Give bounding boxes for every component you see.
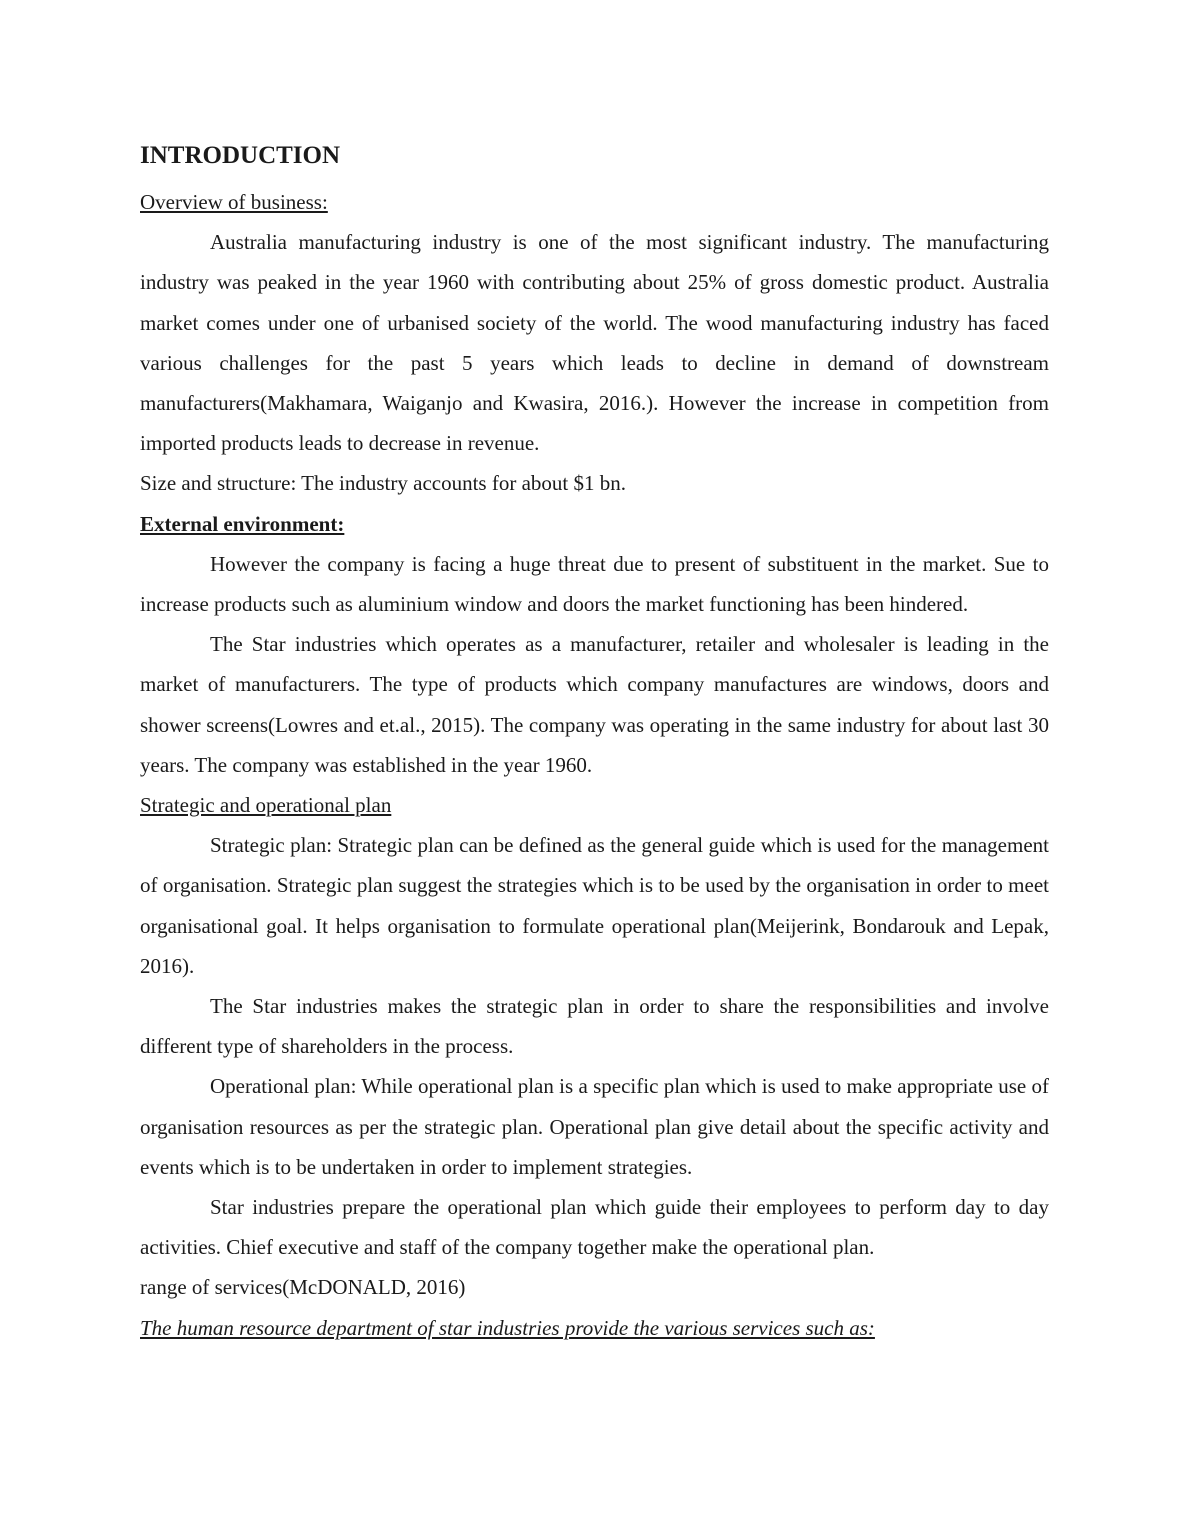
hr-services-text: The human resource department of star industries provide the various services such as:: [140, 1315, 875, 1340]
size-structure-line: Size and structure: The industry accounts for about $1 bn.: [140, 471, 626, 496]
external-paragraph-1: However the company is facing a huge threat due to present of substituent in the market. Sue to increase products such as aluminium window and doors the market functioning has been hindered.: [140, 551, 1049, 617]
overview-heading: [140, 182, 1049, 222]
external-heading: [140, 504, 1049, 544]
external-heading-text: External environment:: [140, 511, 345, 536]
strategic-paragraph-1: Strategic plan: Strategic plan can be defined as the general guide which is used for the management of organisation. Strategic plan suggest the strategies which is to be used by the organisation in order to meet organisational goal. It helps organisation to formulate operational plan(Meijerink, Bondarouk and Lepak, 2016).: [140, 833, 1049, 978]
overview-heading-text: Overview of business:: [140, 190, 328, 214]
hr-services-line: [140, 1308, 1049, 1348]
operational-paragraph-1: Operational plan: While operational plan is a specific plan which is used to make appropriate use of organisation resources as per the strategic plan. Operational plan give detail about the specific activity and events which is to be undertaken in order to implement strategies.: [140, 1074, 1049, 1179]
strategic-paragraph-2: The Star industries makes the strategic plan in order to share the responsibilities and involve different type of shareholders in the process.: [140, 994, 1049, 1059]
strategic-heading: [140, 785, 1049, 825]
document-page: [140, 138, 1049, 1348]
range-services-line: range of services(McDONALD, 2016): [140, 1275, 466, 1300]
page-title: INTRODUCTION: [140, 142, 341, 169]
overview-paragraph: Australia manufacturing industry is one of the most significant industry. The manufacturing industry was peaked in the year 1960 with contributing about 25% of gross domestic product. Australia market comes under one of urbanised society of the world. The wood manufacturing industry has faced various challenges for the past 5 years which leads to decline in demand of downstream manufacturers(Makhamara, Waiganjo and Kwasira, 2016.). However the increase in competition from imported products leads to decrease in revenue.: [140, 230, 1049, 456]
operational-paragraph-2: Star industries prepare the operational plan which guide their employees to perform day to day activities. Chief executive and staff of the company together make the operational plan.: [140, 1195, 1049, 1260]
external-paragraph-2: The Star industries which operates as a manufacturer, retailer and wholesaler is leading in the market of manufacturers. The type of products which company manufactures are windows, doors and shower screens(Lowres and et.al., 2015). The company was operating in the same industry for about last 30 years. The company was established in the year 1960.: [140, 632, 1049, 777]
strategic-heading-text: Strategic and operational plan: [140, 793, 392, 818]
